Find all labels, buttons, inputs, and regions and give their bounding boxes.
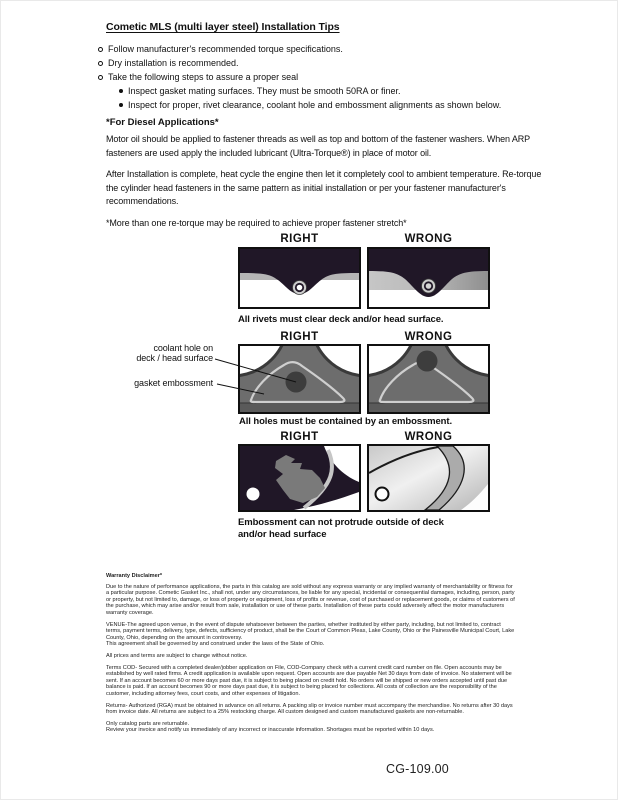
fig3-right-panel (238, 444, 361, 512)
paragraph: Returns- Authorized (RGA) must be obtained in advance on all returns. A packing slip or invoice number must accompany the merchandise. No returns after 30 days from invoice date. All returns are subject to a 25% restocking charge. All custom designed and custom manufactured gaskets are non-returnable. (106, 702, 513, 716)
fig2-wrong-header: WRONG (404, 331, 453, 343)
tip-text: Take the following steps to assure a proper seal (108, 72, 299, 82)
embossment-wrong-diagram (369, 446, 488, 510)
fig3-caption-line1: Embossment can not protrude outside of deck (238, 517, 444, 528)
label-leader-lines (213, 346, 303, 401)
retorque-note: *More than one re-torque may be required to achieve proper fastener stretch* (106, 217, 407, 228)
warranty-disclaimer-section (106, 573, 516, 734)
diesel-applications-section (106, 117, 554, 238)
bullet-icon (98, 61, 103, 66)
bullet-icon (119, 103, 123, 107)
list-item (98, 70, 538, 84)
paragraph: After Installation is complete, heat cycle the engine then let it completely cool to ambient temperature. Re-torque the cylinder head fasteners in the same pattern as initial installation or per your fastener manufacturer's recommendations. (106, 169, 542, 206)
paragraph: VENUE-The agreed upon venue, in the event of dispute whatsoever between the parties, whether instituted by either party, including, but not limited to, contract terms, payment terms, delivery, type, defects, sufficiency of product, shall be the Court of Common Pleas, Lake County, Ohio or the Painesville Municipal Court, Lake County, Ohio, depending on the amount in controversy. (106, 621, 515, 641)
paragraph: All prices and terms are subject to change without notice. (106, 652, 248, 659)
fig1-caption: All rivets must clear deck and/or head surface. (238, 314, 444, 325)
fig2-caption: All holes must be contained by an embossment. (239, 416, 452, 427)
bullet-icon (98, 75, 103, 80)
coolant-hole-wrong-diagram (369, 346, 488, 412)
paragraph: Motor oil should be applied to fastener threads as well as top and bottom of the fastener washers. When ARP fasteners are used apply the included lubricant (Ultra-Torque®) in place of motor oil. (106, 134, 530, 158)
coolant-hole-label-line2: deck / head surface (136, 353, 213, 363)
document-code: CG-109.00 (386, 762, 449, 776)
gasket-embossment-label: gasket embossment (134, 378, 213, 388)
paragraph: Due to the nature of performance applications, the parts in this catalog are sold without any express warranty or any implied warranty of merchantability or fitness for a particular purpose. Cometic Gasket Inc., shall not, under any circumstances, be liable for any special, incidental or consequential damages, including, person, party or property, but not limited to, damage, or loss of property or equipment, loss of profits or revenue, cost of purchased or replacement goods, or claims of customers of the purchase, which may arise and/or result from sale, installation or use of these parts. Installation of these parts could adversely affect the motor manufacturers warranty coverage. (106, 583, 515, 616)
paragraph: Only catalog parts are returnable. (106, 720, 190, 727)
tip-text: Inspect gasket mating surfaces. They must be smooth 50RA or finer. (128, 86, 401, 96)
warranty-title: Warranty Disclaimer* (106, 573, 163, 579)
list-item (98, 84, 538, 98)
tip-text: Dry installation is recommended. (108, 58, 239, 68)
fig1-right-panel (238, 247, 361, 309)
fig1-right-header: RIGHT (280, 233, 319, 245)
fig1-wrong-panel (367, 247, 490, 309)
paragraph: Terms COD- Secured with a completed dealer/jobber application on File, COD-Company check with a current credit card number on file. Open accounts may be established by well rated firms. A credit application is available upon request. Open accounts are due payable Net 30 days from date of invoice. No statement will be sent. If an account becomes 60 or more days past due, it is subject to being placed on credit hold. No orders will be shipped or new orders accepted until past due balance is paid. If an account becomes 90 or more days past due, it is subject to being placed for collections. All costs of collection are the responsibility of the customer, including attorney fees, court costs, and other expenses of litigation. (106, 664, 512, 697)
fig1-wrong-header: WRONG (404, 233, 453, 245)
tip-text: Follow manufacturer's recommended torque specifications. (108, 44, 343, 54)
section-heading: *For Diesel Applications* (106, 117, 219, 128)
fig3-wrong-header: WRONG (404, 431, 453, 443)
rivet-clearance-right-diagram (240, 249, 359, 307)
fig2-wrong-panel (367, 344, 490, 414)
rivet-clearance-wrong-diagram (369, 249, 488, 307)
list-item (98, 42, 538, 56)
fig3-caption-line2: and/or head surface (238, 529, 327, 540)
paragraph: This agreement shall be governed by and construed under the laws of the State of Ohio. (106, 641, 325, 648)
list-item (98, 56, 538, 70)
fig3-wrong-panel (367, 444, 490, 512)
list-item (98, 98, 538, 112)
paragraph: Review your invoice and notify us immediately of any incorrect or inaccurate information. Shortages must be reported within 10 days. (106, 727, 435, 734)
fig2-right-header: RIGHT (280, 331, 319, 343)
embossment-right-diagram (240, 446, 359, 510)
installation-tips-list (98, 42, 538, 112)
coolant-hole-label-line1: coolant hole on (153, 343, 213, 353)
fig3-right-header: RIGHT (280, 431, 319, 443)
bullet-icon (119, 89, 123, 93)
bullet-icon (98, 47, 103, 52)
tip-text: Inspect for proper, rivet clearance, coolant hole and embossment alignments as shown below. (128, 100, 502, 110)
page-title: Cometic MLS (multi layer steel) Installation Tips (106, 21, 340, 33)
